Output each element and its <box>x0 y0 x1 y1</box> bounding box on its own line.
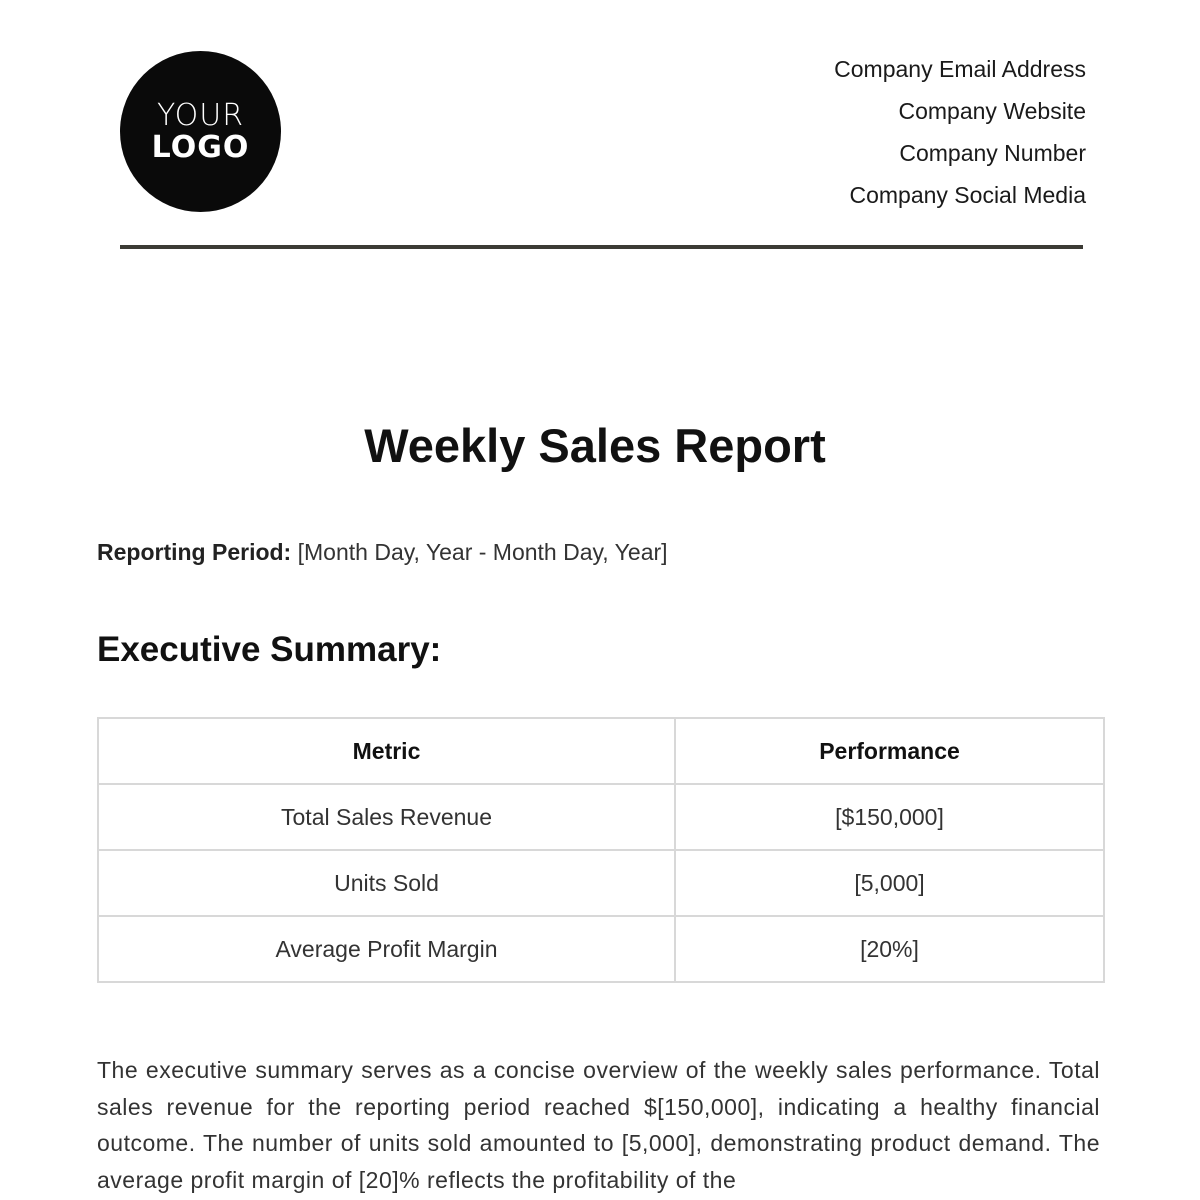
reporting-period-label: Reporting Period: <box>97 539 292 565</box>
table-row <box>98 916 1104 982</box>
table-header-row <box>98 718 1104 784</box>
table-row <box>98 784 1104 850</box>
reporting-period <box>97 539 668 566</box>
metric-cell: Average Profit Margin <box>98 916 675 982</box>
company-website: Company Website <box>898 98 1086 124</box>
column-header-performance: Performance <box>675 718 1104 784</box>
company-email: Company Email Address <box>834 56 1086 82</box>
company-logo <box>120 51 281 212</box>
header-divider <box>120 245 1083 249</box>
executive-summary-table <box>97 717 1105 983</box>
executive-summary-paragraph: The executive summary serves as a concise overview of the weekly sales performance. Total sales revenue for the reporting period reached $[150,000], indicating a healthy financial outcome. The number of units sold amounted to [5,000], demonstrating product demand. The average profit margin of [20]% reflects the profitability of the <box>97 1057 1100 1193</box>
executive-summary-heading: Executive Summary: <box>97 630 442 669</box>
metric-cell: Total Sales Revenue <box>98 784 675 850</box>
table-row <box>98 850 1104 916</box>
document-title: Weekly Sales Report <box>364 419 826 472</box>
metric-cell: Units Sold <box>98 850 675 916</box>
company-number: Company Number <box>899 140 1086 166</box>
company-social-media: Company Social Media <box>849 182 1086 208</box>
performance-cell: [$150,000] <box>675 784 1104 850</box>
logo-text-line2: LOGO <box>151 129 250 165</box>
performance-cell: [20%] <box>675 916 1104 982</box>
performance-cell: [5,000] <box>675 850 1104 916</box>
reporting-period-value: [Month Day, Year - Month Day, Year] <box>297 539 668 565</box>
column-header-metric: Metric <box>98 718 675 784</box>
company-contact-block <box>834 52 1086 220</box>
logo-text-line1: YOUR <box>156 98 245 133</box>
